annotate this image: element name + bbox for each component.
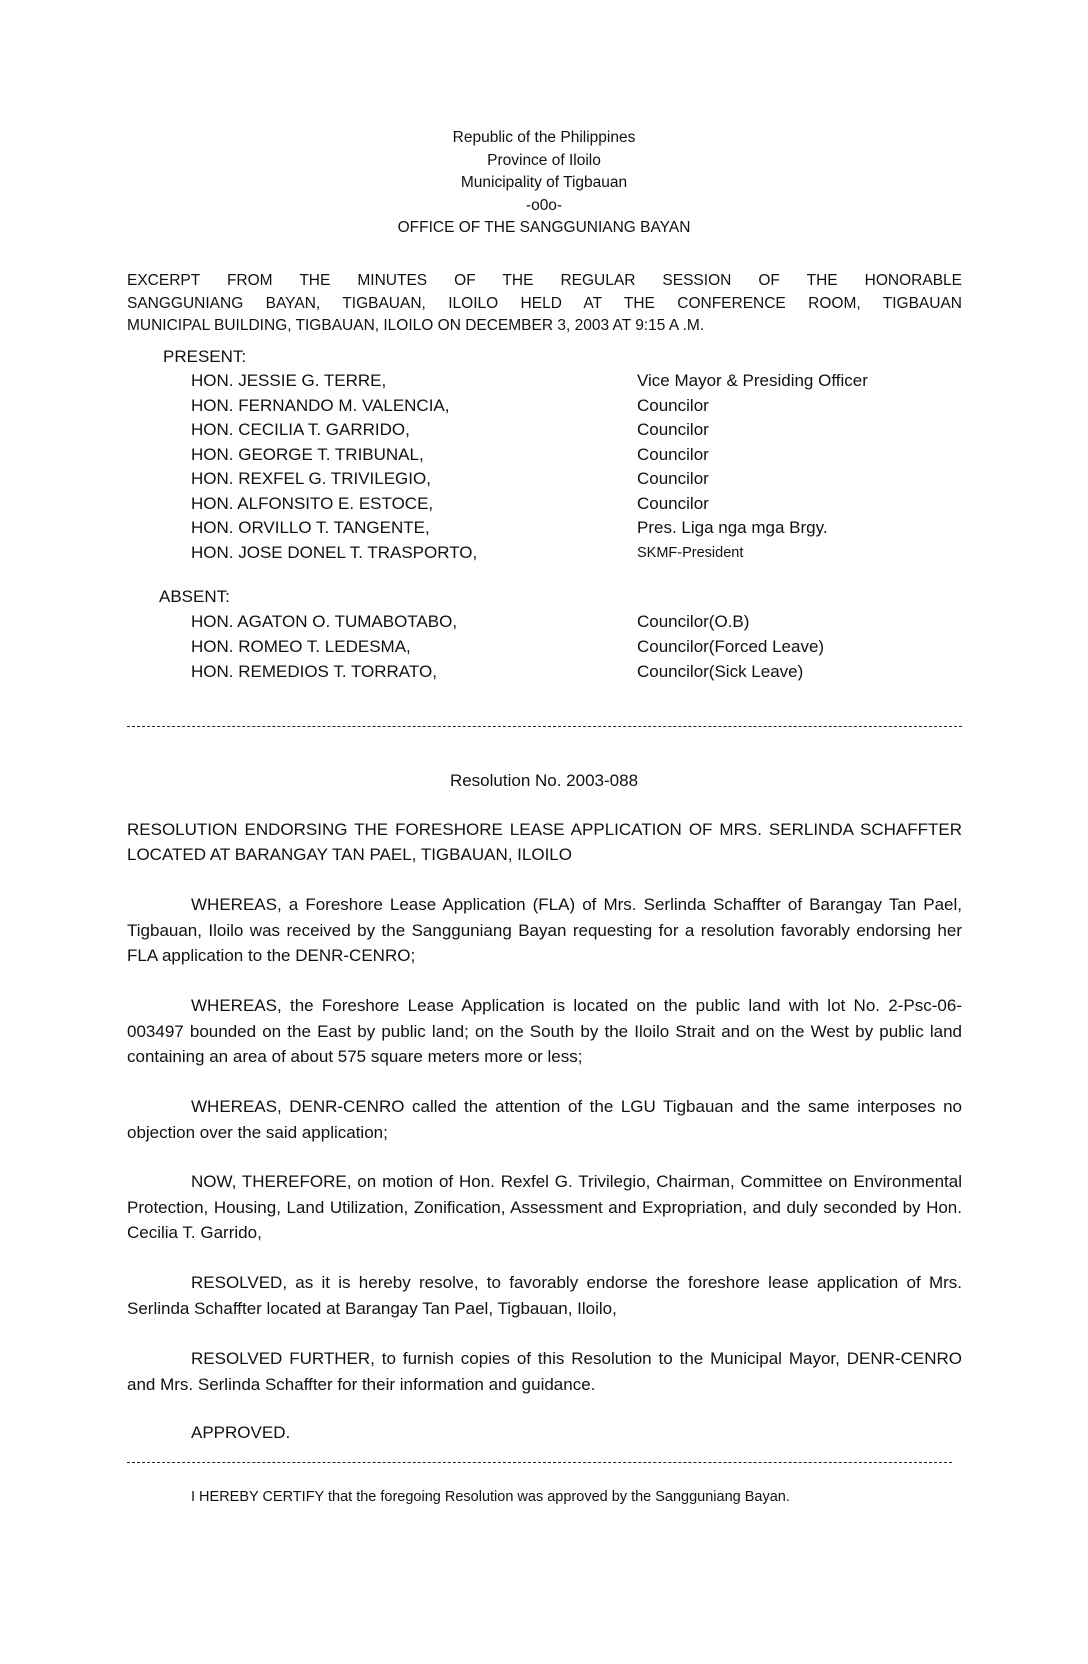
attendee-row [191,467,971,491]
attendee-row [191,610,971,634]
attendee-name: HON. ORVILLO T. TANGENTE, [191,518,430,537]
attendee-row [191,418,971,442]
attendee-name: HON. GEORGE T. TRIBUNAL, [191,444,424,464]
present-label: PRESENT: [163,347,247,366]
attendee-role: Councilor [637,420,709,439]
paragraph-text: RESOLVED FURTHER, to furnish copies of this Resolution to the Municipal Mayor, DENR-CENRO and Mrs. Serlinda Schaffter for their information and guidance. [127,1349,962,1394]
paragraph-text: WHEREAS, the Foreshore Lease Application is located on the public land with lot No. 2-Psc-06-003497 bounded on the East by public land; on the South by the Iloilo Strait and on the West by public land containing an area of about 575 square meters more or less; [127,996,962,1066]
resolution-paragraph [127,1420,962,1446]
resolution-paragraph [127,1169,962,1246]
header-province: Province of Iloilo [487,151,601,169]
attendee-name: HON. REXFEL G. TRIVILEGIO, [191,469,431,488]
header-republic: Republic of the Philippines [452,129,636,146]
attendee-row [191,369,971,393]
footer-divider [127,1462,952,1463]
header-municipality: Municipality of Tigbauan [460,174,628,192]
absent-label: ABSENT: [159,587,230,606]
attendee-name: HON. REMEDIOS T. TORRATO, [191,662,437,681]
attendee-role: Councilor(O.B) [637,612,750,631]
certification-statement: I HEREBY CERTIFY that the foregoing Resolution was approved by the Sangguniang Bayan. [191,1489,790,1505]
attendee-role: Councilor [637,469,709,488]
attendee-name: HON. JOSE DONEL T. TRASPORTO, [191,542,478,562]
resolution-paragraph [127,892,962,969]
attendee-row [191,443,971,467]
excerpt-line-3: MUNICIPAL BUILDING, TIGBAUAN, ILOILO ON DECEMBER 3, 2003 AT 9:15 A .M. [127,317,705,334]
resolution-title: RESOLUTION ENDORSING THE FORESHORE LEASE APPLICATION OF MRS. SERLINDA SCHAFFTER LOCATED AT BARANGAY TAN PAEL, TIGBAUAN, ILOILO [127,820,962,864]
attendee-name: HON. FERNANDO M. VALENCIA, [191,395,450,415]
resolution-paragraph [127,1094,962,1145]
paragraph-text: WHEREAS, a Foreshore Lease Application (FLA) of Mrs. Serlinda Schaffter of Barangay Tan Pael, Tigbauan, Iloilo was received by the Sangguniang Bayan requesting for a resolution favorably endorsing her FLA application to the DENR-CENRO; [127,895,962,965]
attendee-row [191,492,971,516]
attendee-role: Councilor [637,444,709,464]
minutes-excerpt [127,270,962,338]
paragraph-text: WHEREAS, DENR-CENRO called the attention of the LGU Tigbauan and the same interposes no objection over the said application; [127,1097,962,1142]
attendee-name: HON. AGATON O. TUMABOTABO, [191,612,458,631]
attendee-row [191,516,971,540]
attendee-role: Councilor [637,493,709,513]
attendee-name: HON. ROMEO T. LEDESMA, [191,637,411,656]
attendee-role: SKMF-President [637,544,744,561]
document-header [0,127,1088,240]
attendee-role: Vice Mayor & Presiding Officer [637,371,868,390]
attendee-role: Councilor(Sick Leave) [637,662,804,681]
paragraph-text: RESOLVED, as it is hereby resolve, to favorably endorse the foreshore lease application of Mrs. Serlinda Schaffter located at Barangay Tan Pael, Tigbauan, Iloilo, [127,1273,962,1318]
attendee-role: Councilor(Forced Leave) [637,637,825,656]
resolution-paragraph [127,1270,962,1321]
attendee-row [191,635,971,659]
attendee-row [191,660,971,684]
attendee-name: HON. CECILIA T. GARRIDO, [191,420,410,439]
attendee-row [191,394,971,418]
attendee-role: Councilor [637,395,709,415]
header-ornament: -o0o- [525,196,563,214]
excerpt-line-2: SANGGUNIANG BAYAN, TIGBAUAN, ILOILO HELD AT THE CONFERENCE ROOM, TIGBAUAN [127,294,962,312]
attendee-name: HON. JESSIE G. TERRE, [191,371,387,390]
attendee-role: Pres. Liga nga mga Brgy. [637,518,828,537]
excerpt-line-1: EXCERPT FROM THE MINUTES OF THE REGULAR SESSION OF THE HONORABLE [127,272,962,289]
attendee-row [191,541,971,565]
section-divider [127,726,962,727]
resolution-number: Resolution No. 2003-088 [449,771,639,790]
resolution-paragraph [127,1346,962,1397]
header-office: OFFICE OF THE SANGGUNIANG BAYAN [397,219,691,237]
attendee-name: HON. ALFONSITO E. ESTOCE, [191,493,434,513]
paragraph-text: NOW, THEREFORE, on motion of Hon. Rexfel G. Trivilegio, Chairman, Committee on Environmental Protection, Housing, Land Utilization, Zonification, Assessment and Expropriation, and duly seconded by Hon. Cecilia T. Garrido, [127,1172,962,1242]
resolution-paragraph [127,993,962,1070]
paragraph-text: APPROVED. [191,1423,291,1442]
